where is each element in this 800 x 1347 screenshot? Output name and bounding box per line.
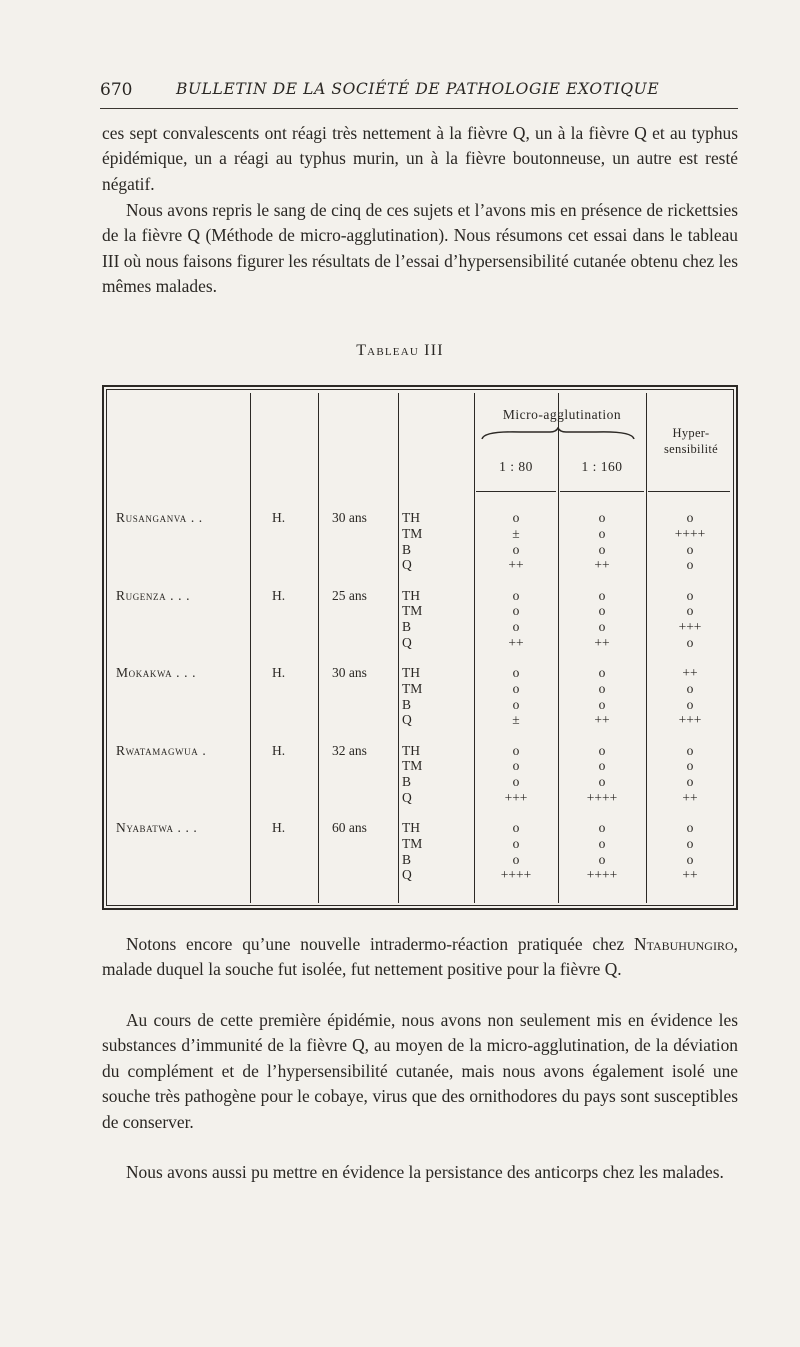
titer-1-80: o: [512, 587, 520, 603]
hypersensitivity: o: [686, 680, 694, 696]
hypersensitivity: +++: [678, 619, 702, 635]
column-divider: [250, 393, 251, 903]
hypersensitivity: o: [686, 774, 694, 790]
titer-1-160: o: [598, 587, 606, 603]
header-rule-dil2: [560, 491, 644, 492]
antigen: TM: [402, 525, 423, 541]
header-hyper-line2: sensibilité: [664, 442, 718, 456]
patient-name: Rwatamagwua .: [116, 742, 207, 758]
titer-1-160: o: [598, 851, 606, 867]
titer-1-160: o: [598, 820, 606, 835]
titer-1-80: o: [512, 774, 520, 790]
paragraph-3-end: , malade duquel la souche fut isolée, fut nettement positive pour la fièvre Q.: [102, 934, 738, 980]
titer-1-80: o: [512, 851, 520, 867]
patient-sex: H.: [272, 587, 286, 603]
column-divider: [398, 393, 399, 903]
results-table: [102, 385, 738, 910]
titer-1-80: o: [512, 820, 520, 835]
antigen: B: [402, 851, 412, 867]
titer-1-80: ++: [508, 634, 524, 650]
titer-1-160: o: [598, 742, 606, 758]
titer-1-80: o: [512, 603, 520, 619]
column-divider: [474, 393, 475, 903]
paragraph-5: Nous avons aussi pu mettre en évidence la persistance des anticorps chez les malades.: [126, 1162, 724, 1182]
header-rule-hyper: [648, 491, 730, 492]
patient-name: Rugenza . . .: [116, 587, 191, 603]
titer-1-80: o: [512, 696, 520, 712]
antigen: B: [402, 619, 412, 635]
antigen: Q: [402, 867, 412, 883]
titer-1-160: ++++: [586, 867, 618, 883]
hypersensitivity: o: [686, 587, 694, 603]
patient-age: 32 ans: [332, 742, 367, 758]
titer-1-80: ±: [512, 712, 520, 728]
patient-sex: H.: [272, 742, 286, 758]
table-caption: Tableau III: [356, 342, 444, 359]
paragraph-1: ces sept convalescents ont réagi très nettement à la fièvre Q, un à la fièvre Q et au typhus épidémique, un a réagi au typhus murin, un à la fièvre boutonneuse, un autre est resté négatif.: [102, 123, 738, 194]
titer-1-160: o: [598, 758, 606, 774]
hypersensitivity: o: [686, 510, 694, 525]
header-micro-agglutination: Micro-agglutination: [502, 407, 622, 422]
hypersensitivity: ++++: [674, 525, 706, 541]
patient-name-ntabuhungiro: Ntabuhungiro: [634, 934, 734, 954]
titer-1-160: o: [598, 603, 606, 619]
antigen: Q: [402, 557, 412, 573]
hypersensitivity: o: [686, 557, 694, 573]
paragraph-4: Au cours de cette première épidémie, nous avons non seulement mis en évidence les substances d’immunité de la fièvre Q, au moyen de la micro-agglutination, de la déviation du complément et de l’hypersensibilité cutanée, mais nous avons également isolé une souche très pathogène pour le cobaye, virus que des ornithodores du pays sont susceptibles de conserver.: [102, 1010, 738, 1132]
titer-1-160: o: [598, 680, 606, 696]
patient-name: Nyabatwa . . .: [116, 820, 198, 835]
patient-name: Mokakwa . . .: [116, 665, 197, 680]
header-brace: [480, 427, 636, 441]
hypersensitivity: o: [686, 742, 694, 758]
antigen: B: [402, 541, 412, 557]
titer-1-160: o: [598, 619, 606, 635]
page-header: [100, 80, 738, 104]
hypersensitivity: o: [686, 820, 694, 835]
titer-1-80: o: [512, 510, 520, 525]
titer-1-160: o: [598, 665, 606, 680]
hypersensitivity: o: [686, 851, 694, 867]
antigen: Q: [402, 712, 412, 728]
titer-1-160: o: [598, 510, 606, 525]
hypersensitivity: o: [686, 758, 694, 774]
titer-1-80: o: [512, 665, 520, 680]
page-number: 670: [100, 80, 133, 100]
hypersensitivity: ++: [682, 867, 698, 883]
patient-sex: H.: [272, 665, 286, 680]
running-title: BULLETIN DE LA SOCIÉTÉ DE PATHOLOGIE EXOTIQUE: [176, 80, 660, 98]
header-dilution-1-160: 1 : 160: [581, 459, 623, 474]
titer-1-80: o: [512, 742, 520, 758]
titer-1-80: o: [512, 680, 520, 696]
antigen: TM: [402, 680, 423, 696]
hypersensitivity: o: [686, 541, 694, 557]
patient-sex: H.: [272, 510, 286, 525]
titer-1-80: +++: [504, 789, 528, 805]
titer-1-160: ++: [594, 557, 610, 573]
titer-1-160: o: [598, 541, 606, 557]
column-divider: [558, 393, 559, 903]
column-divider: [646, 393, 647, 903]
paragraph-3-start: Notons encore qu’une nouvelle intradermo-réaction pratiquée chez: [126, 934, 625, 954]
titer-1-160: o: [598, 835, 606, 851]
antigen: TH: [402, 820, 420, 835]
header-rule: [100, 108, 738, 109]
patient-sex: H.: [272, 820, 286, 835]
titer-1-160: ++: [594, 634, 610, 650]
patient-age: 30 ans: [332, 665, 367, 680]
header-rule-dil1: [476, 491, 556, 492]
titer-1-80: o: [512, 541, 520, 557]
antigen: TH: [402, 742, 420, 758]
antigen: TM: [402, 835, 423, 851]
hypersensitivity: o: [686, 696, 694, 712]
hypersensitivity: o: [686, 634, 694, 650]
titer-1-160: ++++: [586, 789, 618, 805]
patient-name: Rusanganva . .: [116, 510, 203, 525]
titer-1-80: o: [512, 835, 520, 851]
antigen: Q: [402, 634, 412, 650]
titer-1-80: o: [512, 758, 520, 774]
hypersensitivity: o: [686, 835, 694, 851]
antigen: TH: [402, 665, 420, 680]
titer-1-160: o: [598, 774, 606, 790]
hypersensitivity: ++: [682, 789, 698, 805]
header-dilution-1-80: 1 : 80: [499, 459, 533, 474]
antigen: TM: [402, 758, 423, 774]
antigen: TH: [402, 587, 420, 603]
antigen: B: [402, 696, 412, 712]
antigen: TH: [402, 510, 420, 525]
antigen: TM: [402, 603, 423, 619]
paragraph-2: Nous avons repris le sang de cinq de ces sujets et l’avons mis en présence de rickettsies de la fièvre Q (Méthode de micro-agglutination). Nous résumons cet essai dans le tableau III où nous faisons figurer les résultats de l’essai d’hypersensibilité cutanée obtenu chez les mêmes malades.: [102, 200, 738, 297]
titer-1-80: ±: [512, 525, 520, 541]
patient-age: 25 ans: [332, 587, 367, 603]
patient-age: 30 ans: [332, 510, 367, 525]
hypersensitivity: ++: [682, 665, 698, 680]
titer-1-160: ++: [594, 712, 610, 728]
hypersensitivity: +++: [678, 712, 702, 728]
antigen: Q: [402, 789, 412, 805]
titer-1-80: ++++: [500, 867, 532, 883]
titer-1-160: o: [598, 525, 606, 541]
titer-1-80: o: [512, 619, 520, 635]
titer-1-80: ++: [508, 557, 524, 573]
paragraph-3: [102, 932, 738, 983]
antigen: B: [402, 774, 412, 790]
titer-1-160: o: [598, 696, 606, 712]
hypersensitivity: o: [686, 603, 694, 619]
column-divider: [318, 393, 319, 903]
header-hyper-line1: Hyper-: [672, 426, 710, 440]
patient-age: 60 ans: [332, 820, 367, 835]
